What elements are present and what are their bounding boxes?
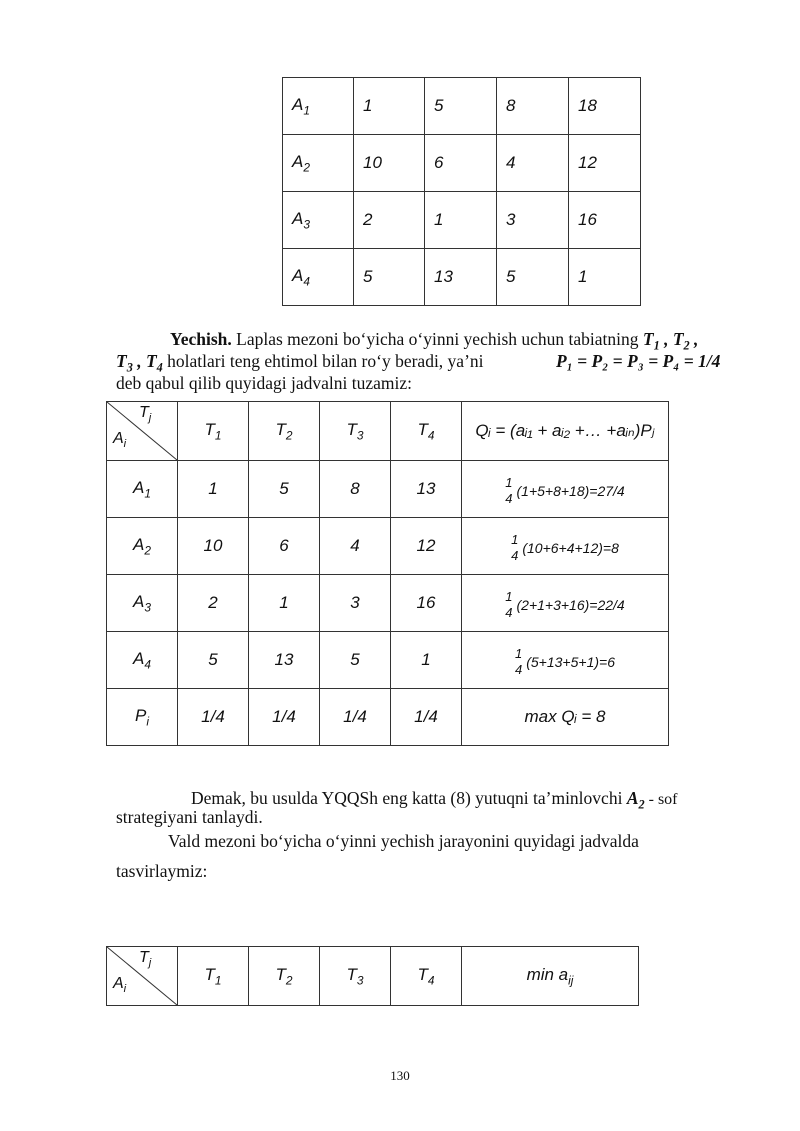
table-cell: 13 (249, 632, 320, 689)
table-cell: 12 (391, 518, 462, 575)
prob-cell: 1/4 (320, 689, 391, 746)
paragraph-1-line-2: $T_3$ , $T_4$ holatlari teng ehtimol bilan ro‘y beradi, ya’ni (116, 351, 484, 375)
corner-cell (107, 947, 178, 1006)
page-number: 130 (390, 1068, 410, 1083)
row-label: $A_4$ (283, 249, 354, 306)
corner-top-label: $T_j$ (139, 404, 152, 425)
corner-bottom-label: $A_i$ (113, 975, 127, 996)
header-t1: $T_1$ (178, 402, 249, 461)
prob-row-label: $P_i$ (107, 689, 178, 746)
probability-row (107, 689, 669, 746)
paragraph-2-line-4: tasvirlaymiz: (116, 861, 208, 881)
table-cell: 1 (178, 461, 249, 518)
table-cell: 8 (497, 78, 569, 135)
row-label: $A_1$ (283, 78, 354, 135)
corner-top-label: $T_j$ (139, 949, 152, 970)
state-t4: $T_4$ (145, 351, 163, 375)
paragraph-2-line-1: Demak, bu usulda YQQSh eng katta (8) yutuqni ta’minlovchi $A_2$ - sof (191, 788, 678, 812)
prob-cell: 1/4 (391, 689, 462, 746)
header-t4: $T_4$ (391, 947, 462, 1006)
table-cell: 5 (178, 632, 249, 689)
payoff-table-1 (282, 77, 641, 306)
table-cell: 5 (354, 249, 425, 306)
paragraph-2-line-2: strategiyani tanlaydi. (116, 807, 263, 827)
row-label: $A_3$ (283, 192, 354, 249)
header-t3: $T_3$ (320, 402, 391, 461)
state-t3: $T_3$ (116, 351, 133, 375)
q-value-cell: 1 4 (10+6+4+12)=8 (462, 518, 669, 575)
laplace-table (106, 401, 669, 746)
row-label: $A_1$ (107, 461, 178, 518)
table-cell: 5 (249, 461, 320, 518)
strategy-a2: $A_2$ (626, 788, 645, 812)
table-cell: 10 (354, 135, 425, 192)
header-t1: $T_1$ (178, 947, 249, 1006)
table-cell: 1 (425, 192, 497, 249)
table-cell: 1 (249, 575, 320, 632)
paragraph-1-line-3: deb qabul qilib quyidagi jadvalni tuzamiz: (116, 373, 412, 393)
table-cell: 3 (320, 575, 391, 632)
table-cell: 3 (497, 192, 569, 249)
header-t3: $T_3$ (320, 947, 391, 1006)
solution-lead: Yechish. (170, 329, 232, 349)
row-label: $A_2$ (107, 518, 178, 575)
prob-cell: 1/4 (249, 689, 320, 746)
table-cell: 4 (320, 518, 391, 575)
table-cell: 1 (354, 78, 425, 135)
paragraph-2-line-3: Vald mezoni bo‘yicha o‘yinni yechish jarayonini quyidagi jadvalda (168, 831, 639, 851)
table-row (283, 249, 641, 306)
max-q-summary: max Qᵢ = 8 (462, 689, 669, 746)
table-cell: 16 (391, 575, 462, 632)
corner-cell (107, 402, 178, 461)
wald-table (106, 946, 639, 1006)
table-row (283, 192, 641, 249)
row-label: $A_4$ (107, 632, 178, 689)
table-row (283, 135, 641, 192)
table-cell: 8 (320, 461, 391, 518)
table-cell: 5 (425, 78, 497, 135)
paragraph-1-text-2: holatlari teng ehtimol bilan ro‘y beradi, ya’ni (162, 351, 484, 371)
table-cell: 6 (249, 518, 320, 575)
table-cell: 18 (569, 78, 641, 135)
prob-cell: 1/4 (178, 689, 249, 746)
state-t2: $T_2$ (672, 329, 690, 353)
table-cell: 13 (391, 461, 462, 518)
table-cell: 5 (320, 632, 391, 689)
table-cell: 1 (569, 249, 641, 306)
table-row (107, 461, 669, 518)
table-cell: 5 (497, 249, 569, 306)
table-cell: 10 (178, 518, 249, 575)
corner-bottom-label: $A_i$ (113, 430, 127, 451)
table-row (283, 78, 641, 135)
table-cell: 6 (425, 135, 497, 192)
q-value-cell: 1 4 (1+5+8+18)=27/4 (462, 461, 669, 518)
state-t1: $T_1$ (642, 329, 660, 353)
table-cell: 2 (354, 192, 425, 249)
header-t2: $T_2$ (249, 402, 320, 461)
table-row (107, 518, 669, 575)
min-header: $\min a_{ij}$ (462, 947, 639, 1006)
table-cell: 2 (178, 575, 249, 632)
q-value-cell: 1 4 (2+1+3+16)=22/4 (462, 575, 669, 632)
paragraph-1-text: Laplas mezoni bo‘yicha o‘yinni yechish uchun tabiatning (231, 329, 643, 349)
row-label: $A_3$ (107, 575, 178, 632)
table-cell: 16 (569, 192, 641, 249)
table-cell: 1 (391, 632, 462, 689)
table-row (107, 632, 669, 689)
table-cell: 12 (569, 135, 641, 192)
table-row (107, 575, 669, 632)
row-label: $A_2$ (283, 135, 354, 192)
probability-equation: P₁ = P₂ = P₃ = P₄ = 1/4 (556, 351, 721, 371)
header-t2: $T_2$ (249, 947, 320, 1006)
formula-header: Qᵢ = (aᵢ₁ + aᵢ₂ +… +aᵢₙ)Pⱼ (462, 402, 669, 461)
q-value-cell: 1 4 (5+13+5+1)=6 (462, 632, 669, 689)
header-t4: $T_4$ (391, 402, 462, 461)
table-cell: 4 (497, 135, 569, 192)
paragraph-1-line-1: Yechish. Laplas mezoni bo‘yicha o‘yinni yechish uchun tabiatning $T_1$ , $T_2$ , (170, 329, 699, 353)
table-cell: 13 (425, 249, 497, 306)
